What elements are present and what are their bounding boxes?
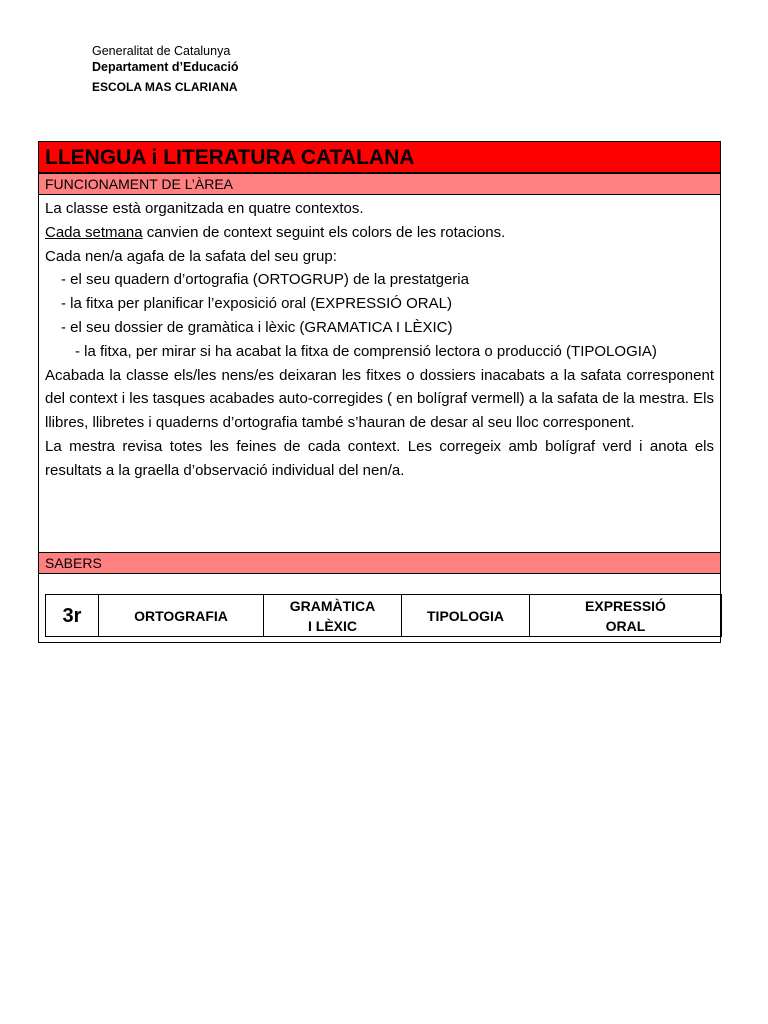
paragraph-text: canvien de context seguint els colors de les rotacions. (142, 223, 506, 241)
list-item: - el seu dossier de gramàtica i lèxic (GRAMATICA I LÈXIC) (61, 318, 453, 336)
section-heading-funcionament: FUNCIONAMENT DE L’ÀREA (39, 173, 720, 195)
cell-line: EXPRESSIÓ (585, 597, 666, 614)
letterhead-school: ESCOLA MAS CLARIANA (92, 80, 238, 94)
table-cell-tipologia: TIPOLOGIA (402, 595, 530, 637)
grade-cell: 3r (46, 595, 99, 637)
list-item: - la fitxa per planificar l’exposició oral (EXPRESSIÓ ORAL) (61, 295, 452, 313)
table-cell-expressio (530, 595, 722, 637)
cell-line: ORAL (605, 617, 646, 634)
list-item (45, 340, 714, 364)
table-cell-gramatica (264, 595, 402, 637)
letterhead (92, 43, 239, 95)
subject-frame (38, 141, 721, 643)
section-body (45, 197, 714, 483)
cell-line: GRAMÀTICA (289, 597, 376, 614)
paragraph: Cada nen/a agafa de la safata del seu grup: (45, 247, 337, 265)
paragraph: La mestra revisa totes les feines de cada context. Les corregeix amb bolígraf verd i anota els resultats a la graella d’observació individual del nen/a. (45, 437, 714, 479)
list-item: - el seu quadern d’ortografia (ORTOGRUP) de la prestatgeria (61, 271, 469, 289)
table-cell-ortografia: ORTOGRAFIA (99, 595, 264, 637)
letterhead-government: Generalitat de Catalunya (92, 44, 231, 58)
subject-title: LLENGUA i LITERATURA CATALANA (39, 142, 720, 173)
paragraph (45, 221, 714, 245)
paragraph: La classe està organitzada en quatre contextos. (45, 200, 364, 217)
sabers-table (45, 594, 722, 637)
table-row (46, 595, 722, 637)
underlined-text: Cada setmana (45, 223, 143, 241)
letterhead-department: Departament d’Educació (92, 60, 239, 74)
section-heading-sabers: SABERS (39, 552, 720, 574)
cell-line: I LÈXIC (307, 617, 357, 634)
list-item-text: - la fitxa, per mirar si ha acabat la fitxa de comprensió lectora o producció (TIPOLOGIA) (75, 342, 657, 360)
paragraph: Acabada la classe els/les nens/es deixaran les fitxes o dossiers inacabats a la safata corresponent del context i les tasques acabades auto-corregides ( en bolígraf vermell) a la safata de la mestra. Els llibres, llibretes i quaderns d’ortografia també s’hauran de desar al seu lloc corresponent. (45, 366, 714, 432)
